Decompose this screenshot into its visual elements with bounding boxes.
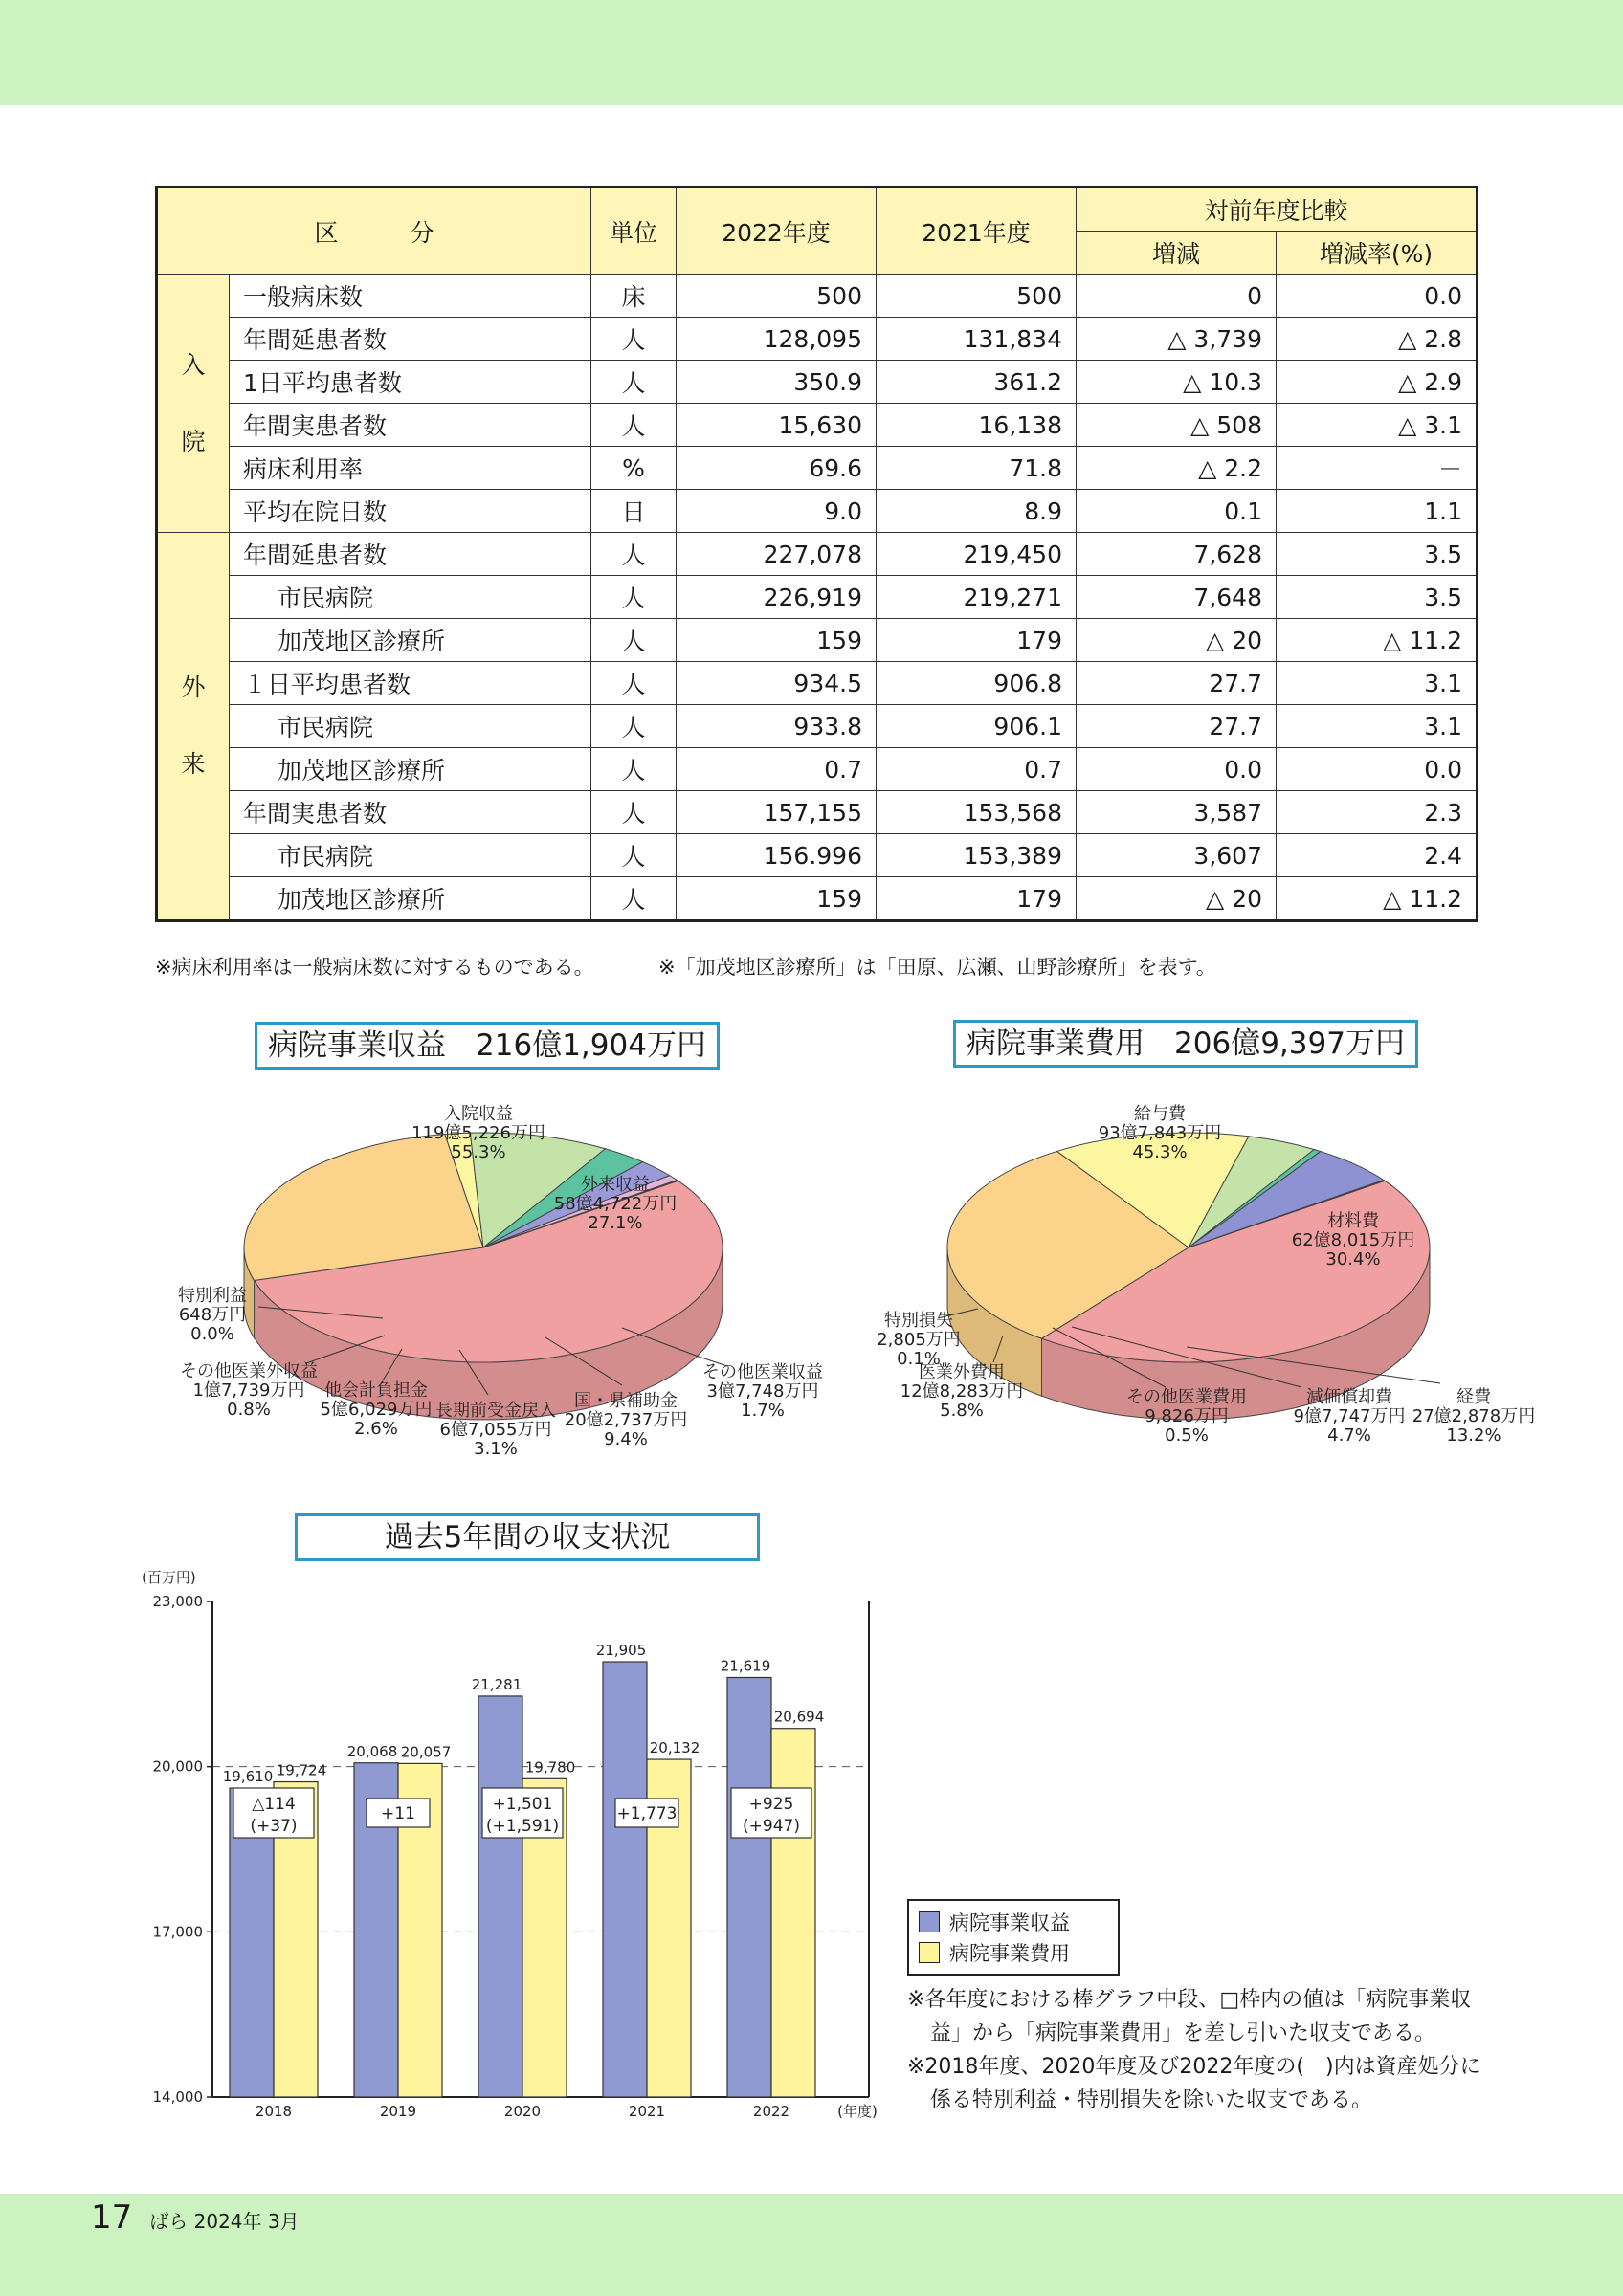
pie-label-1-2: 30.4% [1325,1249,1381,1269]
pie-label-7-1: 648万円 [178,1305,247,1325]
bar-value-label: 20,068 [346,1742,398,1760]
pie-label-7-2: 0.0% [190,1324,234,1344]
bar-category-label: 2018 [255,2103,293,2120]
legend-swatch-revenue [919,1911,940,1932]
pie-label-0-2: 45.3% [1132,1142,1188,1162]
pie-label-6-2: 0.1% [897,1349,941,1369]
table-row: 市民病院 人 933.8 906.1 27.7 3.1 [157,705,1478,748]
balance-value-excl: (+1,591) [485,1817,560,1836]
pie-label-0-2: 55.3% [451,1142,506,1162]
pie-label-2-1: 27億2,878万円 [1412,1406,1536,1426]
header-unit: 単位 [591,188,677,275]
pie-label-7-0: 特別利益 [178,1286,247,1306]
table-note-2: ※「加茂地区診療所」は「田原、広瀬、山野診療所」を表す。 [658,956,1216,979]
pie-label-6-2: 0.8% [227,1400,271,1420]
bar-note-1: ※各年度における棒グラフ中段、□枠内の値は「病院事業収益」から「病院事業費用」を差し引いた収支である。 [907,1988,1472,2045]
income-expense-bar-chart [134,1559,900,2124]
table-row: 市民病院 人 156.996 153,389 3,607 2.4 [157,834,1478,877]
bar-2022-1 [771,1729,815,2097]
balance-value-excl: (+37) [250,1817,298,1836]
pie-label-3-0: 国・県補助金 [574,1391,678,1411]
pie-label-5-2: 5.8% [940,1401,984,1421]
expense-pie-chart [861,1079,1550,1462]
pie-label-4-2: 0.5% [1165,1425,1209,1446]
pie-label-3-2: 4.7% [1327,1425,1371,1446]
balance-value: +1,773 [616,1804,678,1823]
balance-value: +11 [381,1804,415,1823]
pie-label-1-1: 58億4,722万円 [553,1194,678,1214]
table-row: 入 院 一般病床数 床 500 500 0 0.0 [157,275,1478,318]
pie-label-5-2: 2.6% [354,1419,398,1439]
bar-category-label: 2022 [752,2103,790,2120]
bar-value-label: 21,619 [720,1657,771,1675]
bar-value-label: 20,132 [649,1739,700,1757]
bar-xlabel: (年度) [837,2103,878,2120]
group-inpatient: 入 院 [157,275,230,533]
pie-label-2-1: 3億7,748万円 [706,1381,819,1402]
header-2022: 2022年度 [677,188,877,275]
top-band [0,0,1623,105]
bar-category-label: 2020 [503,2103,542,2120]
pie-label-4-0: その他医業費用 [1126,1387,1247,1407]
group-outpatient: 外 来 [157,533,230,921]
legend-item-expense: 病院事業費用 [919,1937,1108,1968]
table-row: 年間延患者数 人 128,095 131,834 △ 3,739 △ 2.8 [157,318,1478,361]
page-number: 17 [91,2198,133,2237]
pie-label-2-2: 13.2% [1446,1425,1501,1446]
header-2021: 2021年度 [877,188,1077,275]
bar-ytick-label: 23,000 [152,1593,203,1610]
bar-value-label: 20,694 [773,1708,825,1726]
revenue-pie-chart [144,1079,852,1462]
bar-note-2: ※2018年度、2020年度及び2022年度の( )内は資産処分に係る特別利益・特別損失を除いた収支である。 [907,2055,1481,2112]
table-row: 1日平均患者数 人 350.9 361.2 △ 10.3 △ 2.9 [157,361,1478,404]
pie-label-5-1: 5億6,029万円 [320,1400,433,1420]
pie-label-4-1: 6億7,055万円 [439,1420,552,1440]
bar-value-label: 21,905 [595,1642,647,1660]
pie-label-0-1: 119億5,226万円 [411,1123,545,1143]
bar-chart-title: 過去5年間の収支状況 [295,1513,760,1561]
pie-label-6-1: 1億7,739万円 [192,1380,305,1401]
pie-label-2-2: 1.7% [741,1401,785,1421]
pie-label-3-2: 9.4% [604,1429,648,1449]
pie-label-6-0: その他医業外収益 [180,1361,318,1381]
pie-label-6-1: 2,805万円 [877,1330,961,1350]
pie-label-6-0: 特別損失 [884,1311,953,1331]
bar-ylabel: (百万円) [142,1569,196,1586]
table-row: 加茂地区診療所 人 0.7 0.7 0.0 0.0 [157,748,1478,791]
pie-label-3-0: 減価償却費 [1306,1387,1392,1407]
footer [91,2198,300,2256]
table-row: 年間実患者数 人 157,155 153,568 3,587 2.3 [157,791,1478,834]
bar-value-label: 20,057 [400,1743,452,1761]
header-diff: 増減 [1077,232,1277,275]
pie-label-5-0: 他会計負担金 [324,1380,428,1401]
pie-label-5-0: 医業外費用 [919,1362,1005,1382]
magazine-issue: ばら 2024年 3月 [149,2210,300,2233]
balance-value: △114 [252,1795,296,1814]
bar-notes [907,1983,1481,2117]
bar-2022-0 [727,1677,771,2097]
expense-pie-title: 病院事業費用 206億9,397万円 [953,1020,1418,1068]
bar-value-label: 19,724 [276,1761,327,1779]
bar-category-label: 2021 [628,2103,666,2120]
pie-label-2-0: 経費 [1456,1387,1491,1407]
pie-label-1-1: 62億8,015万円 [1291,1230,1415,1250]
bar-2020-0 [478,1696,522,2097]
table-row: 市民病院 人 226,919 219,271 7,648 3.5 [157,576,1478,619]
bar-2021-0 [603,1662,647,2097]
pie-label-1-0: 外来収益 [581,1175,650,1195]
legend-swatch-expense [919,1942,940,1963]
revenue-pie-title: 病院事業収益 216億1,904万円 [255,1022,720,1070]
table-row: 平均在院日数 日 9.0 8.9 0.1 1.1 [157,490,1478,533]
pie-label-4-2: 3.1% [474,1439,518,1459]
patient-statistics-table [155,186,1478,922]
balance-value: +925 [748,1795,794,1814]
table-note-1: ※病床利用率は一般病床数に対するものである。 [155,956,594,979]
legend-item-revenue: 病院事業収益 [919,1907,1108,1937]
table-row: 外 来 年間延患者数 人 227,078 219,450 7,628 3.5 [157,533,1478,576]
pie-label-5-1: 12億8,283万円 [900,1381,1024,1402]
bar-value-label: 19,780 [524,1758,576,1777]
balance-value-excl: (+947) [743,1817,800,1836]
pie-label-4-0: 長期前受金戻入 [435,1401,556,1421]
pie-label-0-0: 入院収益 [444,1104,513,1124]
pie-label-0-0: 給与費 [1134,1104,1186,1124]
pie-label-3-1: 9億7,747万円 [1293,1406,1406,1426]
table-row: 加茂地区診療所 人 159 179 △ 20 △ 11.2 [157,877,1478,921]
bar-legend [907,1899,1120,1976]
pie-label-1-2: 27.1% [588,1213,643,1233]
bar-category-label: 2019 [379,2103,417,2120]
header-compare: 対前年度比較 [1077,188,1478,232]
pie-label-1-0: 材料費 [1327,1211,1379,1231]
bar-value-label: 21,281 [471,1675,522,1693]
header-rate: 増減率(%) [1277,232,1478,275]
pie-label-4-1: 9,826万円 [1145,1406,1229,1426]
bar-value-label: 19,610 [222,1768,274,1786]
table-row: １日平均患者数 人 934.5 906.8 27.7 3.1 [157,662,1478,705]
pie-label-0-1: 93億7,843万円 [1098,1123,1222,1143]
table-row: 年間実患者数 人 15,630 16,138 △ 508 △ 3.1 [157,404,1478,447]
bar-ytick-label: 14,000 [152,2088,203,2106]
pie-label-3-1: 20億2,737万円 [564,1410,688,1430]
header-kubun: 区 分 [157,188,591,275]
pie-label-2-0: その他医業収益 [702,1362,823,1382]
balance-value: +1,501 [492,1795,553,1814]
table-row: 病床利用率 % 69.6 71.8 △ 2.2 － [157,447,1478,490]
table-row: 加茂地区診療所 人 159 179 △ 20 △ 11.2 [157,619,1478,662]
bar-ytick-label: 17,000 [152,1923,203,1941]
bar-ytick-label: 20,000 [152,1757,203,1776]
